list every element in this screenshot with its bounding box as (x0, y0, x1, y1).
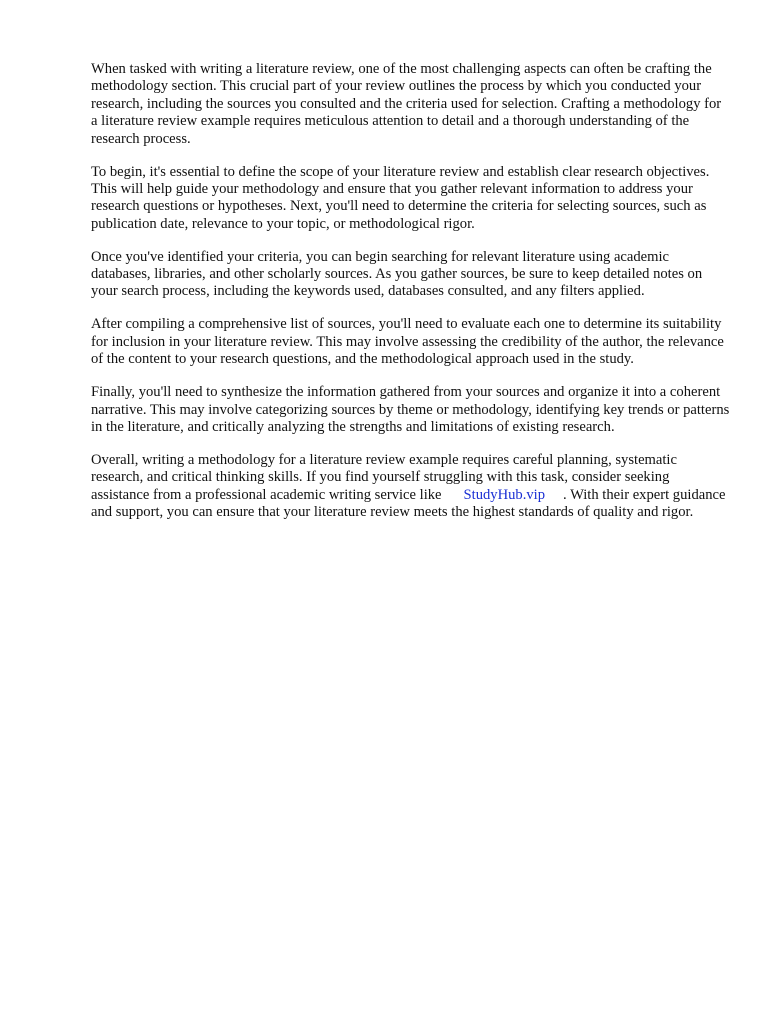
conclusion-text-before-link: Overall, writing a methodology for a literature review example requires careful planning, systematic research, and critical thinking skills. If you find yourself struggling with this task, consider seeking assistance from a professional academic writing service like (91, 451, 677, 503)
paragraph-search: Once you've identified your criteria, you can begin searching for relevant literature using academic databases, libraries, and other scholarly sources. As you gather sources, be sure to keep detailed notes on your search process, including the keywords used, databases consulted, and any filters applied. (91, 248, 703, 300)
paragraph-intro: When tasked with writing a literature review, one of the most challenging aspects can often be crafting the methodology section. This crucial part of your review outlines the process by which you conducted your research, including the sources you consulted and the criteria used for selection. Crafting a methodology for a literature review example requires meticulous attention to detail and a thorough understanding of the research process. (91, 61, 722, 147)
document-body (91, 61, 731, 537)
paragraph-synthesize: Finally, you'll need to synthesize the information gathered from your sources and organize it into a coherent narrative. This may involve categorizing sources by theme or methodology, identifying key trends or patterns in the literature, and critically analyzing the strengths and limitations of existing research. (91, 384, 730, 435)
paragraph-evaluate: After compiling a comprehensive list of sources, you'll need to evaluate each one to determine its suitability for inclusion in your literature review. This may involve assessing the credibility of the author, the relevance of the content to your research questions, and the methodological approach used in the study. (91, 316, 724, 368)
paragraph-scope: To begin, it's essential to define the scope of your literature review and establish clear research objectives. This will help guide your methodology and ensure that you gather relevant information to address your research questions or hypotheses. Next, you'll need to determine the criteria for selecting sources, such as publication date, relevance to your topic, or methodological rigor. (91, 163, 710, 232)
paragraph-conclusion (91, 452, 731, 522)
conclusion-text-after-link: . With their expert guidance and support, you can ensure that your literature review meets the highest standards of quality and rigor. (91, 486, 726, 521)
studyhub-link[interactable]: StudyHub.vip (463, 486, 546, 503)
